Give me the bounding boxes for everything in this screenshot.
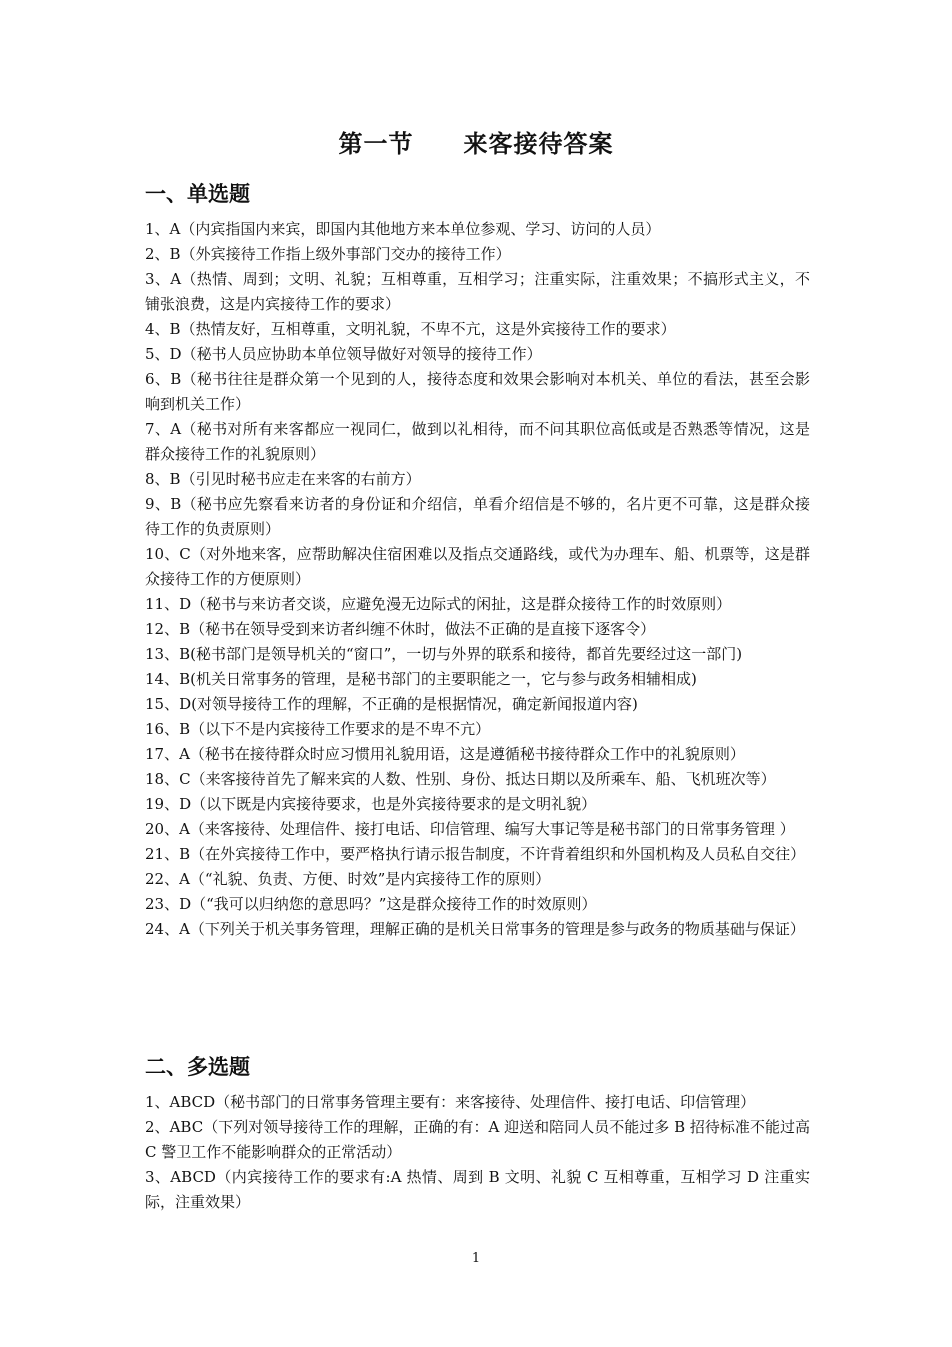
answer-item: 10、C（对外地来客，应帮助解决住宿困难以及指点交通路线，或代为办理车、船、机票等，这是群众接待工作的方便原则）	[145, 545, 810, 588]
page-title: 第一节 来客接待答案	[338, 130, 614, 158]
answer-item: 22、A（“礼貌、负责、方便、时效”是内宾接待工作的原则）	[145, 870, 551, 888]
section-heading-multiple-choice: 二、多选题	[145, 1055, 250, 1079]
answer-item: 17、A（秘书在接待群众时应习惯用礼貌用语，这是遵循秘书接待群众工作中的礼貌原则）	[145, 745, 745, 763]
answer-item: 11、D（秘书与来访者交谈，应避免漫无边际式的闲扯，这是群众接待工作的时效原则）	[145, 595, 732, 613]
answer-item: 14、B(机关日常事务的管理，是秘书部门的主要职能之一，它与参与政务相辅相成)	[145, 670, 697, 688]
answer-item: 8、B（引见时秘书应走在来客的右前方）	[145, 470, 421, 488]
answer-item: 9、B（秘书应先察看来访者的身份证和介绍信，单看介绍信是不够的，名片更不可靠，这是群众接待工作的负责原则）	[145, 495, 810, 538]
answer-item: 19、D（以下既是内宾接待要求，也是外宾接待要求的是文明礼貌）	[145, 795, 597, 813]
answer-item: 3、A（热情、周到；文明、礼貌；互相尊重，互相学习；注重实际，注重效果；不搞形式主义，不铺张浪费，这是内宾接待工作的要求）	[145, 270, 810, 313]
answer-item: 20、A（来客接待、处理信件、接打电话、印信管理、编写大事记等是秘书部门的日常事务管理 ）	[145, 820, 795, 838]
answer-item: 4、B（热情友好，互相尊重，文明礼貌，不卑不亢，这是外宾接待工作的要求）	[145, 320, 676, 338]
answer-item: 16、B（以下不是内宾接待工作要求的是不卑不亢）	[145, 720, 491, 738]
answer-item: 3、ABCD（内宾接待工作的要求有:A 热情、周到 B 文明、礼貌 C 互相尊重，互相学习 D 注重实际，注重效果）	[145, 1168, 810, 1211]
answer-item: 15、D(对领导接待工作的理解，不正确的是根据情况，确定新闻报道内容)	[145, 695, 638, 713]
answer-item: 2、B（外宾接待工作指上级外事部门交办的接待工作）	[145, 245, 511, 263]
answer-item: 18、C（来客接待首先了解来宾的人数、性别、身份、抵达日期以及所乘车、船、飞机班次等）	[145, 770, 776, 788]
answer-item: 7、A（秘书对所有来客都应一视同仁，做到以礼相待，而不问其职位高低或是否熟悉等情况，这是群众接待工作的礼貌原则）	[145, 420, 810, 463]
answer-item: 6、B（秘书往往是群众第一个见到的人，接待态度和效果会影响对本机关、单位的看法，甚至会影响到机关工作）	[145, 370, 810, 413]
answer-item: 1、ABCD（秘书部门的日常事务管理主要有：来客接待、处理信件、接打电话、印信管理）	[145, 1093, 756, 1111]
answer-item: 5、D（秘书人员应协助本单位领导做好对领导的接待工作）	[145, 345, 542, 363]
multiple-choice-answer-list	[145, 1090, 810, 1215]
page-number: 1	[471, 1251, 481, 1266]
answer-item: 24、A（下列关于机关事务管理，理解正确的是机关日常事务的管理是参与政务的物质基础与保证）	[145, 920, 805, 938]
answer-item: 21、B（在外宾接待工作中，要严格执行请示报告制度，不许背着组织和外国机构及人员私自交往）	[145, 845, 806, 863]
answer-item: 12、B（秘书在领导受到来访者纠缠不休时，做法不正确的是直接下逐客令）	[145, 620, 656, 638]
answer-item: 23、D（“我可以归纳您的意思吗？”这是群众接待工作的时效原则）	[145, 895, 597, 913]
answer-item: 13、B(秘书部门是领导机关的“窗口”，一切与外界的联系和接待，都首先要经过这一部门)	[145, 645, 743, 663]
answer-item: 2、ABC（下列对领导接待工作的理解，正确的有：A 迎送和陪同人员不能过多 B 招待标准不能过高 C 警卫工作不能影响群众的正常活动）	[145, 1118, 810, 1161]
answer-item: 1、A（内宾指国内来宾，即国内其他地方来本单位参观、学习、访问的人员）	[145, 220, 661, 238]
section-heading-single-choice: 一、单选题	[145, 182, 250, 206]
single-choice-answer-list	[145, 217, 810, 942]
